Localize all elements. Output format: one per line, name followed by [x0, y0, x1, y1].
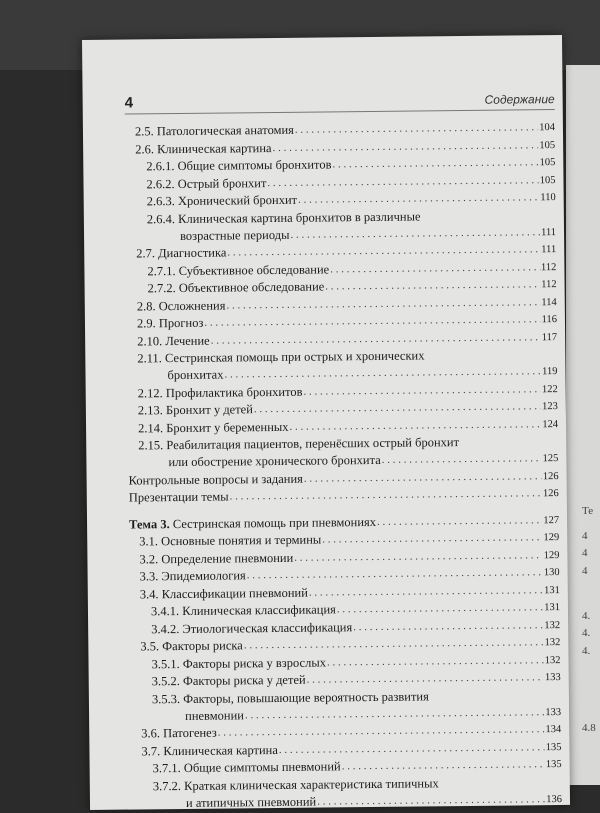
toc-entry[interactable]: 3.6. Патогенез . . . 134 — [131, 721, 561, 743]
toc-entry[interactable]: 3.4. Классификации пневмоний . . . 131 — [130, 582, 560, 604]
toc-entry-first-line[interactable]: 3.7.2. Краткая клиническая характеристика типичных — [152, 775, 439, 793]
toc-entry[interactable]: 2.6. Клиническая картина . . . 105 — [125, 137, 555, 159]
toc-entry[interactable]: 2.5. Патологическая анатомия . . . 104 — [125, 119, 555, 141]
next-page-fragment: 4. — [582, 627, 591, 639]
toc-entry[interactable]: 2.9. Прогноз . . . 116 — [127, 311, 557, 333]
toc-entry[interactable]: 3.4.1. Клиническая классификация . . . 131 — [130, 599, 560, 621]
toc-entry[interactable]: 3.7.1. Общие симптомы пневмоний . . . 135 — [132, 756, 562, 778]
toc-entry[interactable]: Контрольные вопросы и задания . . . 126 — [129, 468, 559, 490]
next-page-fragment: 4. — [582, 645, 591, 657]
toc-entry-first-line[interactable]: 2.11. Сестринская помощь при острых и хронических — [137, 348, 425, 366]
next-page-fragment: 4 — [582, 530, 588, 542]
next-page-fragment: 4.8 — [582, 722, 596, 734]
toc-entry[interactable]: 3.5. Факторы риска . . . 132 — [130, 634, 560, 656]
toc-entry[interactable]: 2.12. Профилактика бронхитов . . . 122 — [128, 381, 558, 403]
toc-entry-continuation[interactable]: возрастные периоды . . . 111 — [126, 224, 556, 246]
toc-entry[interactable]: 2.7. Диагностика . . . 111 — [126, 241, 556, 263]
book-page — [82, 35, 570, 810]
toc-entry-continuation[interactable]: и атипичных пневмоний . . . 136 — [132, 791, 562, 813]
toc-entry[interactable]: 2.14. Бронхит у беременных . . . 124 — [128, 416, 558, 438]
next-page-edge — [566, 65, 600, 785]
toc-entry[interactable]: 2.10. Лечение . . . 117 — [127, 329, 557, 351]
toc-entry-first-line[interactable]: 2.6.4. Клиническая картина бронхитов в различные — [146, 208, 421, 226]
toc-entry-continuation[interactable]: или обострение хронического бронхита . . . 125 — [128, 450, 558, 472]
running-title: Содержание — [484, 92, 555, 107]
toc-entry[interactable]: 2.7.2. Объективное обследование . . . 112 — [127, 276, 557, 298]
next-page-fragment: 4. — [582, 610, 591, 622]
toc-entry-continuation[interactable]: бронхитах . . . 119 — [127, 363, 557, 385]
toc-entry[interactable]: 2.7.1. Субъективное обследование . . . 112 — [126, 259, 556, 281]
table-of-contents — [125, 119, 562, 812]
toc-entry[interactable]: 3.2. Определение пневмонии . . . 129 — [129, 547, 559, 569]
toc-entry-first-line[interactable]: 2.15. Реабилитация пациентов, перенёсших острый бронхит — [138, 435, 460, 453]
toc-entry[interactable]: 3.1. Основные понятия и термины . . . 129 — [129, 529, 559, 551]
toc-entry[interactable]: Презентации темы . . . 126 — [129, 485, 559, 507]
toc-entry-first-line[interactable]: 3.5.3. Факторы, повышающие вероятность развития — [151, 688, 429, 706]
toc-entry[interactable]: 2.8. Осложнения . . . 114 — [127, 294, 557, 316]
toc-entry-continuation[interactable]: пневмонии . . . 133 — [131, 704, 561, 726]
toc-topic-entry[interactable]: Тема 3. Сестринская помощь при пневмониях . . . 127 — [129, 512, 559, 534]
next-page-fragment: 4 — [582, 547, 588, 559]
toc-entry[interactable]: 2.13. Бронхит у детей . . . 123 — [128, 398, 558, 420]
toc-entry[interactable]: 3.4.2. Этиологическая классификация . . . 132 — [130, 617, 560, 639]
toc-entry[interactable]: 3.3. Эпидемиология . . . 130 — [130, 564, 560, 586]
next-page-fragment: Те — [582, 505, 594, 517]
toc-entry[interactable]: 2.6.2. Острый бронхит . . . 105 — [125, 172, 555, 194]
toc-entry[interactable]: 2.6.1. Общие симптомы бронхитов . . . 105 — [125, 154, 555, 176]
toc-entry[interactable]: 3.5.2. Факторы риска у детей . . . 133 — [131, 669, 561, 691]
next-page-fragment: 4 — [582, 565, 588, 577]
toc-entry[interactable]: 3.7. Клиническая картина . . . 135 — [131, 739, 561, 761]
page-number: 4 — [124, 94, 134, 112]
toc-entry[interactable]: 3.5.1. Факторы риска у взрослых . . . 132 — [130, 652, 560, 674]
toc-entry[interactable]: 2.6.3. Хронический бронхит . . . 110 — [126, 189, 556, 211]
